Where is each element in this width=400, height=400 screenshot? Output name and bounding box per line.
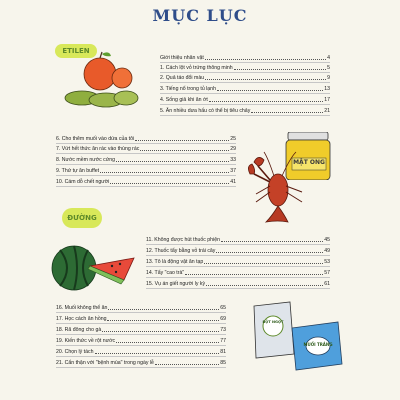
- toc-entry[interactable]: 1. Cách lột vỏ trứng thông minh 5: [160, 65, 330, 71]
- toc-entry[interactable]: 2. Quả táo đổi màu 9: [160, 75, 330, 81]
- toc-entry[interactable]: 10. Cám dỗ chết người 41: [56, 179, 236, 185]
- etilen-badge: ETILEN: [55, 44, 97, 58]
- watermelon-illustration: [50, 236, 136, 294]
- toc-entry[interactable]: 20. Chọn lý tách 81: [56, 349, 226, 355]
- toc-entry[interactable]: 16. Muối không thể ăn 65: [56, 305, 226, 311]
- salt-packet-label: MUỐI TRẮNG: [303, 342, 333, 347]
- duong-badge: ĐƯỜNG: [62, 208, 102, 228]
- crayfish-illustration: [244, 150, 312, 226]
- toc-entry[interactable]: 18. Rã đông cho gà 73: [56, 327, 226, 333]
- toc-entry[interactable]: Giới thiệu nhân vật 4: [160, 55, 330, 61]
- toc-entry[interactable]: 19. Kiến thức về rột nước 77: [56, 338, 226, 344]
- toc-entry[interactable]: 6. Cho thêm muối vào dứa của tôi 25: [56, 136, 236, 142]
- toc-entry[interactable]: 12. Thuốc tẩy bằng vỏ trái cây 49: [146, 248, 330, 254]
- toc-entry[interactable]: 7. Vứt hết thức ăn rác vào thùng rác 29: [56, 146, 236, 152]
- msg-packet-label: BỘT NGỌT: [262, 320, 284, 324]
- toc-entry[interactable]: 17. Học cách ăn hồng 69: [56, 316, 226, 322]
- toc-entry[interactable]: 15. Vụ án giết người ly kỳ 61: [146, 281, 330, 287]
- page-title: MỤC LỤC: [152, 6, 248, 25]
- toc-entry[interactable]: 9. Thứ tự ăn buffet 37: [56, 168, 236, 174]
- honey-label: MẬT ONG: [293, 159, 325, 166]
- toc-entry[interactable]: 21. Cẩn thận với "bệnh mùa" trong ngày lễ 85: [56, 360, 226, 366]
- toc-entry[interactable]: 13. Tô là động vật ăn tạp 53: [146, 259, 330, 265]
- toc-entry[interactable]: 4. Sống giả khi ăn ớt 17: [160, 97, 330, 103]
- toc-entry[interactable]: 14. Tẩy "cao trà" 57: [146, 270, 330, 276]
- toc-entry[interactable]: 5. Ăn nhiều dưa hấu có thể bị tiêu chảy 21: [160, 108, 330, 114]
- toc-entry[interactable]: 3. Tiếng nổ trong tủ lạnh 13: [160, 86, 330, 92]
- toc-entry[interactable]: 8. Nước mềm nước cứng 33: [56, 157, 236, 163]
- toc-entry[interactable]: 11. Không được hút thuốc phiện 45: [146, 237, 330, 243]
